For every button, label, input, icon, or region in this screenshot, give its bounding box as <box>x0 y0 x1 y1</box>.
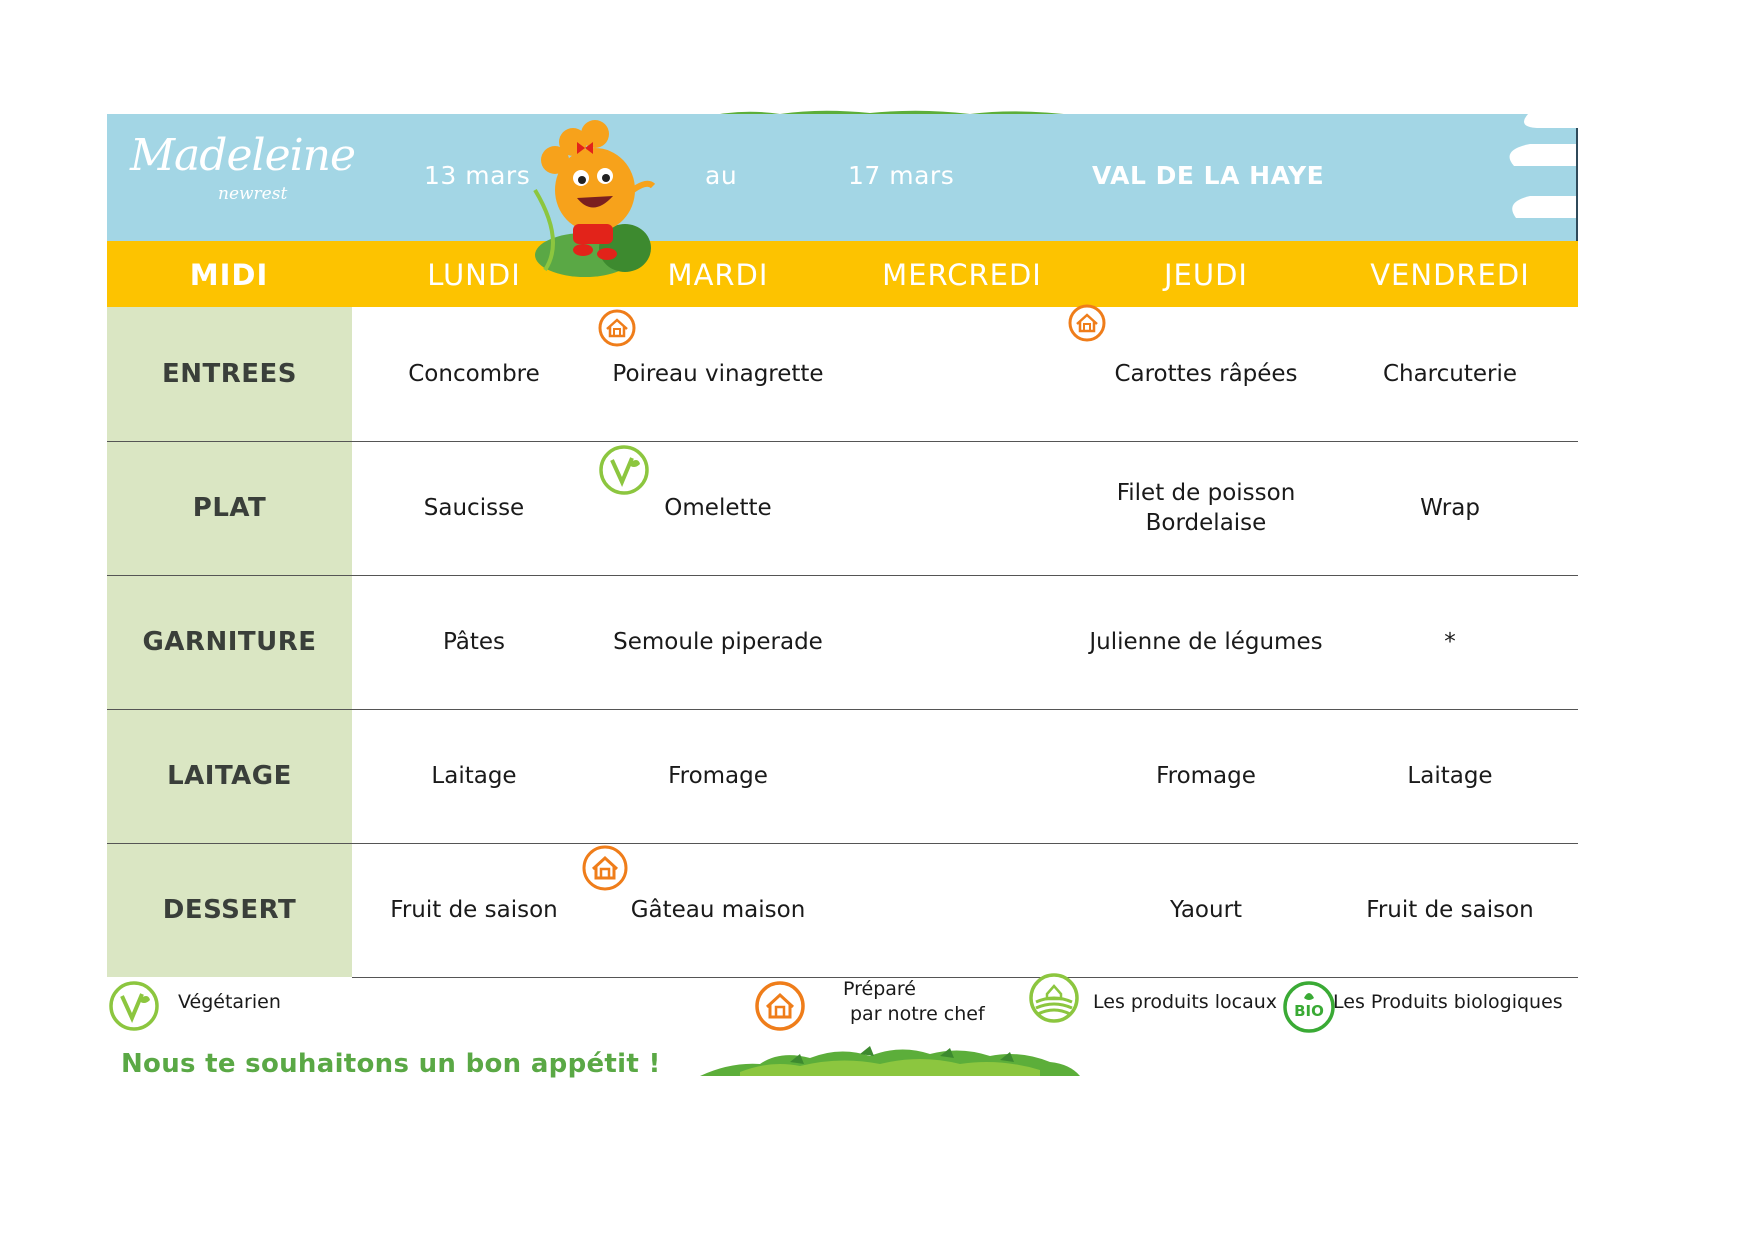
leaves-decoration-bottom <box>700 1042 1080 1076</box>
menu-cell: Laitage <box>431 763 517 789</box>
wave-decoration <box>1500 114 1578 241</box>
bio-icon <box>1282 980 1336 1034</box>
menu-cell: Laitage <box>1407 763 1493 789</box>
menu-cell: Fromage <box>668 763 768 789</box>
menu-cell: Fromage <box>1156 763 1256 789</box>
legend-vegetarian: Végétarien <box>178 991 281 1013</box>
legend-chef-line2: par notre chef <box>850 1003 985 1025</box>
menu-cell: Pâtes <box>442 629 506 655</box>
row-label-plat: PLAT <box>107 441 352 575</box>
bio-badge-text: BIO <box>1294 1002 1324 1020</box>
day-jeudi: JEUDI <box>1164 258 1248 292</box>
row-label-garniture: GARNITURE <box>107 575 352 709</box>
menu-cell: Charcuterie <box>1382 361 1518 387</box>
menu-cell: Semoule piperade <box>613 629 823 655</box>
vegetarian-icon <box>108 980 160 1032</box>
day-mercredi: MERCREDI <box>882 258 1042 292</box>
menu-cell: Saucisse <box>423 495 525 521</box>
day-lundi: LUNDI <box>427 258 521 292</box>
date-separator: au <box>705 161 738 190</box>
menu-cell: Poireau vinagrette <box>612 361 824 387</box>
menu-cell <box>840 575 1084 709</box>
footer-message: Nous te souhaitons un bon appétit ! <box>121 1049 661 1079</box>
logo-main: Madeleine <box>130 130 356 181</box>
menu-cell: Carottes râpées <box>1114 361 1298 387</box>
menu-cell: Wrap <box>1420 495 1480 521</box>
vegetarian-icon <box>598 444 650 496</box>
midi-label: MIDI <box>189 258 269 292</box>
menu-cell: Fruit de saison <box>1366 897 1534 923</box>
row-separator <box>352 977 1578 978</box>
logo-sub: newrest <box>218 184 288 204</box>
menu-cell: Concombre <box>408 361 540 387</box>
menu-cell <box>840 307 1084 441</box>
menu-cell: Gâteau maison <box>630 897 806 923</box>
chef-house-icon <box>1068 304 1106 342</box>
local-products-icon <box>1028 972 1080 1024</box>
day-mardi: MARDI <box>667 258 769 292</box>
date-from: 13 mars <box>424 161 531 190</box>
menu-cell: * <box>1444 629 1456 655</box>
mascot-illustration <box>525 120 675 290</box>
row-label-entrees: ENTREES <box>107 307 352 441</box>
legend-bio: Les Produits biologiques <box>1333 991 1563 1013</box>
chef-house-icon <box>582 845 628 891</box>
menu-cell <box>840 709 1084 843</box>
site-name: VAL DE LA HAYE <box>1092 161 1325 190</box>
chef-house-icon <box>754 980 806 1032</box>
menu-cell <box>840 843 1084 977</box>
chef-house-icon <box>598 309 636 347</box>
row-label-dessert: DESSERT <box>107 843 352 977</box>
menu-cell: Yaourt <box>1169 897 1243 923</box>
day-vendredi: VENDREDI <box>1370 258 1530 292</box>
logo <box>130 130 356 204</box>
date-to: 17 mars <box>848 161 955 190</box>
legend-local: Les produits locaux <box>1093 991 1278 1013</box>
legend-chef-line1: Préparé <box>843 978 916 1000</box>
menu-cell: Filet de poisson Bordelaise <box>1116 480 1296 536</box>
menu-cell: Julienne de légumes <box>1089 629 1323 655</box>
row-label-laitage: LAITAGE <box>107 709 352 843</box>
menu-cell <box>840 441 1084 575</box>
menu-cell: Omelette <box>664 495 772 521</box>
menu-cell: Fruit de saison <box>390 897 558 923</box>
